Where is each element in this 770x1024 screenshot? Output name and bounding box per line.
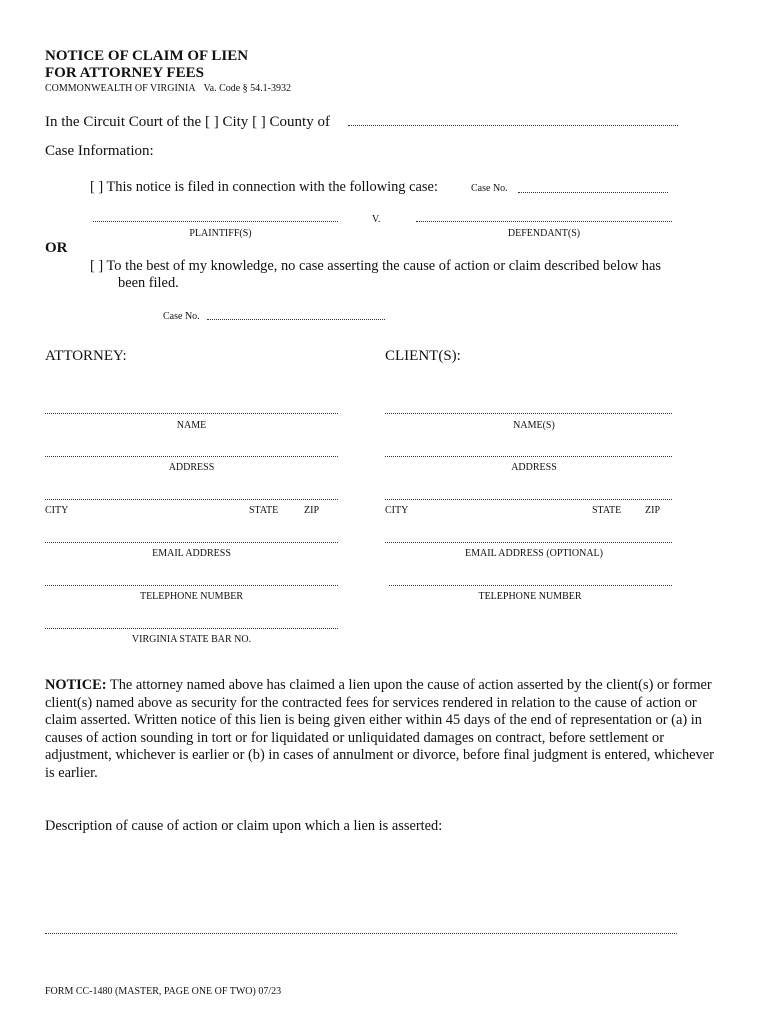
client-name-label: NAME(S) xyxy=(513,420,555,431)
versus-label: V. xyxy=(372,214,381,225)
form-footer: FORM CC-1480 (MASTER, PAGE ONE OF TWO) 07/23 xyxy=(45,986,282,997)
case-option-2-cont: been filed. xyxy=(118,275,179,291)
plaintiff-field[interactable] xyxy=(93,221,338,222)
case-no-field[interactable] xyxy=(518,192,668,193)
attorney-name-label: NAME xyxy=(176,420,207,431)
client-city-label: CITY xyxy=(385,505,409,516)
form-title-line1: NOTICE OF CLAIM OF LIEN xyxy=(45,48,249,64)
description-label: Description of cause of action or claim upon which a lien is asserted: xyxy=(45,818,443,834)
attorney-bar-label: VIRGINIA STATE BAR NO. xyxy=(131,634,252,645)
commonwealth-text: COMMONWEALTH OF VIRGINIA xyxy=(45,83,196,94)
case-option-2[interactable]: [ ] To the best of my knowledge, no case asserting the cause of action or claim described below has xyxy=(90,258,661,274)
city-checkbox[interactable]: [ ] City xyxy=(204,114,249,130)
attorney-heading: ATTORNEY: xyxy=(45,348,127,364)
attorney-email-field[interactable] xyxy=(45,542,338,543)
client-name-field[interactable] xyxy=(385,413,672,414)
attorney-address-field[interactable] xyxy=(45,456,338,457)
client-address-label: ADDRESS xyxy=(511,462,557,473)
attorney-bar-field[interactable] xyxy=(45,628,338,629)
client-email-field[interactable] xyxy=(385,542,672,543)
notice-label: NOTICE: xyxy=(45,677,107,693)
attorney-city-field[interactable] xyxy=(45,499,338,500)
code-reference: Va. Code § 54.1-3932 xyxy=(203,83,292,94)
notice-text: The attorney named above has claimed a lien upon the cause of action asserted by the client(s) or former client(s) named above as security for the contracted fees for services rendered in relation to the cause of action or claim asserted. Written notice of this lien is being given either within 45 days of the end of representation or (a) in causes of action sounding in tort or for liquidated or unliquidated damages on contract, before settlement or adjustment, whichever is earlier or (b) in cases of annulment or divorce, before final judgment is entered, whichever is earlier. xyxy=(45,677,714,781)
attorney-email-label: EMAIL ADDRESS xyxy=(152,548,231,559)
client-phone-field[interactable] xyxy=(389,585,672,586)
client-email-label: EMAIL ADDRESS (OPTIONAL) xyxy=(465,548,603,559)
court-prefix: In the Circuit Court of the xyxy=(45,114,202,130)
plaintiff-label: PLAINTIFF(S) xyxy=(189,228,252,239)
attorney-zip-label: ZIP xyxy=(304,505,319,516)
case-option-1[interactable]: [ ] This notice is filed in connection with the following case: xyxy=(90,179,438,195)
county-checkbox[interactable]: [ ] County of xyxy=(252,114,330,130)
client-heading: CLIENT(S): xyxy=(385,348,461,364)
defendant-label: DEFENDANT(S) xyxy=(507,228,581,239)
defendant-field[interactable] xyxy=(416,221,672,222)
or-label: OR xyxy=(45,240,68,256)
case-no-label-2: Case No. xyxy=(163,311,200,322)
attorney-name-field[interactable] xyxy=(45,413,338,414)
court-line xyxy=(45,114,330,131)
description-field[interactable] xyxy=(45,933,677,934)
attorney-state-label: STATE xyxy=(249,505,279,516)
client-state-label: STATE xyxy=(592,505,622,516)
client-address-field[interactable] xyxy=(385,456,672,457)
case-no-label: Case No. xyxy=(471,183,508,194)
jurisdiction-label xyxy=(45,83,291,94)
attorney-address-label: ADDRESS xyxy=(168,462,215,473)
form-title-line2: FOR ATTORNEY FEES xyxy=(45,65,204,81)
attorney-city-label: CITY xyxy=(45,505,69,516)
client-phone-label: TELEPHONE NUMBER xyxy=(478,591,582,602)
case-info-heading: Case Information: xyxy=(45,143,154,159)
client-zip-label: ZIP xyxy=(645,505,660,516)
attorney-phone-label: TELEPHONE NUMBER xyxy=(139,591,244,602)
attorney-phone-field[interactable] xyxy=(45,585,338,586)
client-city-field[interactable] xyxy=(385,499,672,500)
notice-paragraph xyxy=(45,677,720,783)
case-no-field-2[interactable] xyxy=(207,319,385,320)
court-county-field[interactable] xyxy=(348,125,678,126)
